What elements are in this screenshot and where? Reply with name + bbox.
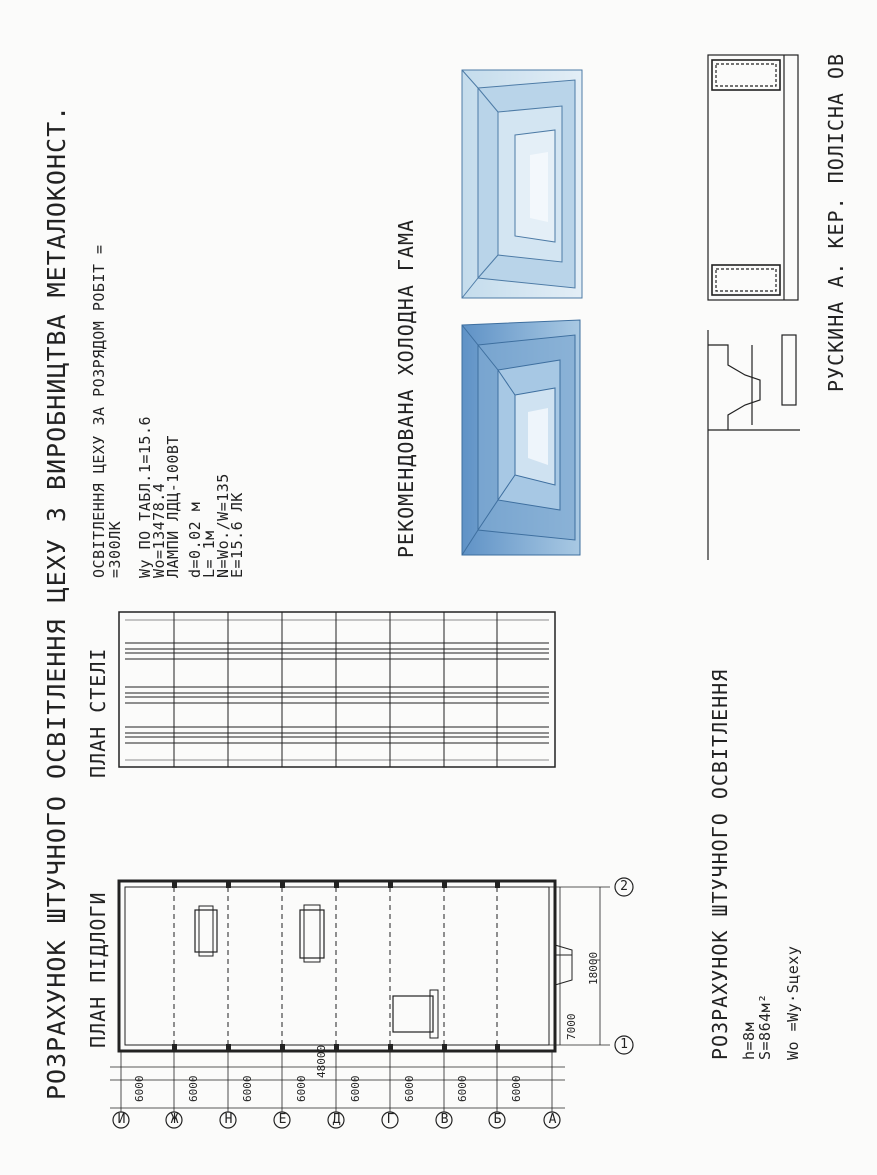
axis-letter-5: Д [332,1112,341,1127]
bay-dim-4: 6000 [295,1075,308,1102]
bay-dim-2: 6000 [187,1075,200,1102]
param-line-5: L= 1м [200,530,218,578]
param-line-6: N=Wо./W=135 [214,473,232,578]
cross-section [708,330,800,560]
calc-height: h=8м [740,1021,758,1060]
requirements-line-1: ОСВІТЛЕННЯ ЦЕХУ ЗА РОЗРЯДОМ РОБІТ = [90,244,108,578]
axis-letter-2: Ж [170,1112,179,1127]
total-dim: 48000 [315,1044,328,1078]
axis-number-2: 2 [620,879,628,894]
requirements-line-2: =300ЛК [106,520,124,578]
calc-formula: Wо =Wу·Sцеху [784,945,802,1060]
width-dim: 18000 [587,951,600,985]
axis-number-1: 1 [620,1037,628,1052]
axis-letter-3: Н [224,1112,233,1127]
author-signature: РУСКИНА А. КЕР. ПОЛІСНА ОВ [824,52,848,392]
color-perspective-left [462,320,580,555]
ceiling-plan [119,612,555,767]
axis-letter-7: В [440,1112,449,1127]
bay-dim-5: 6000 [349,1075,362,1102]
axis-letter-6: Г [386,1112,395,1127]
entrance-dim: 7000 [565,1013,578,1040]
param-line-7: E=15.6 ЛК [228,492,246,578]
bay-dim-6: 6000 [403,1075,416,1102]
bay-dim-3: 6000 [241,1075,254,1102]
param-line-2: Wо=13478.4 [150,482,168,578]
calc-area: S=864м² [756,993,774,1060]
sheet-title: РОЗРАХУНОК ШТУЧНОГО ОСВІТЛЕННЯ ЦЕХУ З ВИРОБНИЦТВА МЕТАЛОКОНСТ. [42,104,71,1100]
color-perspective-right [462,70,582,298]
param-line-4: d=0.02 м [186,501,204,578]
axis-letter-8: Б [493,1112,502,1127]
ceiling-plan-label: ПЛАН СТЕЛІ [86,647,110,778]
param-line-1: Wу ПО ТАБЛ.1=15.6 [136,415,154,578]
calc-label: РОЗРАХУНОК ШТУЧНОГО ОСВІТЛЕННЯ [708,668,732,1060]
floor-plan-label: ПЛАН ПІДЛОГИ [86,891,110,1048]
longitudinal-section [708,55,798,300]
param-line-3: ЛАМПИ ЛДЦ-100ВТ [164,435,182,578]
axis-letter-9: А [548,1112,557,1127]
color-section-label: РЕКОМЕНДОВАНА ХОЛОДНА ГАМА [394,218,418,558]
bay-dim-7: 6000 [456,1075,469,1102]
axis-letter-4: Е [278,1112,287,1127]
axis-letter-1: И [117,1112,126,1127]
bay-dim-1: 6000 [133,1075,146,1102]
bay-dim-8: 6000 [510,1075,523,1102]
